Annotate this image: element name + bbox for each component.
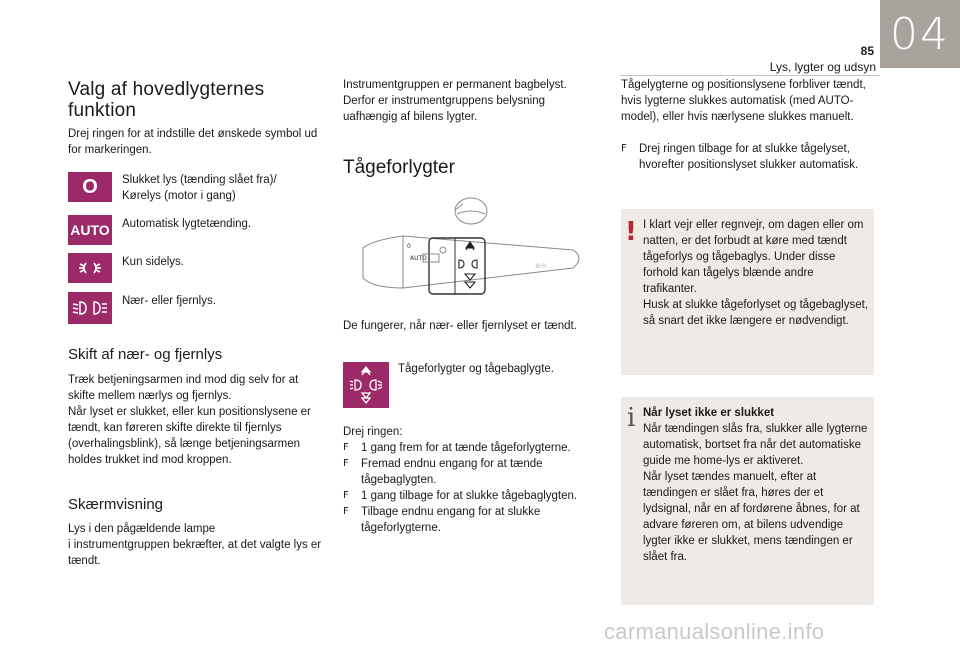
section-title: Lys, lygter og udsyn (769, 60, 876, 74)
list-item: F Fremad endnu engang for at tænde tågebaglygten. (343, 458, 543, 486)
header-divider (620, 75, 880, 76)
list-item: F Drej ringen tilbage for at slukke tågelyset, hvorefter positionslyset slukker automatisk. (621, 143, 859, 171)
instrument-intro: Instrumentgruppen er permanent bagbelyst. Derfor er instrumentgruppens belysning uafhængig af bilens lygter. (343, 79, 567, 123)
display-title: Skærmvisning (68, 496, 164, 513)
stalk-zero-label: 0 (407, 243, 411, 250)
headlight-icon (68, 292, 112, 324)
stalk-auto-label: AUTO (410, 255, 427, 262)
fog-symbol-text: Tågeforlygter og tågebaglygte. (398, 363, 554, 375)
warning-box (621, 209, 874, 375)
info-text: Når tændingen slås fra, slukker alle lygterne automatisk, bortset fra når det automatiske guide me home-lys er aktiveret. Når lyset tændes manuelt, efter at tændingen er slået fra, høres der et lydsignal, når en af fordørene åbnes, for at advare føreren om, at bilens udvendige lygter ikke er slukket, mens tændingen er slået fra. (643, 423, 868, 563)
display-text: Lys i den pågældende lampe i instrumentgruppen bekræfter, at det valgte lys er tændt. (68, 523, 322, 567)
fog-lamps-title: Tågeforlygter (343, 157, 455, 178)
symbol-text-off: Slukket lys (tænding slået fra)/ Kørelys (motor i gang) (122, 174, 277, 202)
list-item: F Tilbage endnu engang for at slukke tågeforlygterne. (343, 506, 541, 534)
side-light-icon (68, 253, 112, 283)
symbol-row-side (68, 253, 307, 283)
symbol-text-side: Kun sidelys. (122, 256, 185, 268)
warning-icon: ! (625, 217, 637, 247)
drej-ringen-label: Drej ringen: (343, 426, 403, 438)
fog-instructions (343, 424, 598, 536)
light-stalk-illustration (343, 188, 598, 308)
symbol-row-off (68, 172, 307, 204)
svg-text:⊕⊖: ⊕⊖ (535, 262, 547, 270)
info-icon: i (627, 403, 636, 433)
symbol-text-headlight: Nær- eller fjernlys. (122, 295, 216, 307)
fog-lamp-icon (343, 362, 389, 408)
off-symbol-icon: O (68, 172, 112, 202)
list-item: F 1 gang tilbage for at slukke tågebaglygten. (343, 490, 578, 502)
fog-stay-on-text: Tågelygterne og positionslysene forbliver tændt, hvis lygterne slukkes automatisk (med AUTO-model), eller hvis nærlysene slukkes manuelt. (621, 79, 866, 123)
dip-main-beam-title: Skift af nær- og fjernlys (68, 346, 223, 363)
dip-main-beam-text: Træk betjeningsarmen ind mod dig selv for at skifte mellem nærlys og fjernlys. Når lyset er slukket, eller kun positionslysene er tændt, kan føreren skifte direkte til fjernlys (overhalingsblink), så længe betjeningsarmen holdes trukket ind mod kroppen. (68, 374, 311, 466)
info-box (621, 397, 874, 605)
symbol-row-headlight (68, 292, 307, 324)
warning-text: I klart vejr eller regnvejr, om dagen eller om natten, er det forbudt at køre med tændt tågeforlys og tågebaglys. Under disse forhold kan tågelys blænde andre trafikanter. Husk at slukke tågeforlyset og tågebaglyset, så snart det ikke længere er nødvendigt. (643, 219, 869, 327)
symbol-row-auto (68, 215, 307, 245)
fog-caption: De fungerer, når nær- eller fjernlyset er tændt. (343, 320, 577, 332)
symbol-text-auto: Automatisk lygtetænding. (122, 218, 252, 230)
chapter-tab: 04 (880, 0, 960, 68)
info-title: Når lyset ikke er slukket (643, 407, 775, 419)
list-item: F 1 gang frem for at tænde tågeforlygterne. (343, 442, 571, 454)
headlight-intro: Drej ringen for at indstille det ønskede symbol ud for markeringen. (68, 128, 318, 156)
watermark: carmanualsonline.info (604, 619, 825, 644)
page-number: 85 (860, 44, 874, 58)
headlight-selection-title: Valg af hovedlygternes funktion (68, 79, 265, 121)
auto-symbol-icon: AUTO (68, 215, 112, 245)
